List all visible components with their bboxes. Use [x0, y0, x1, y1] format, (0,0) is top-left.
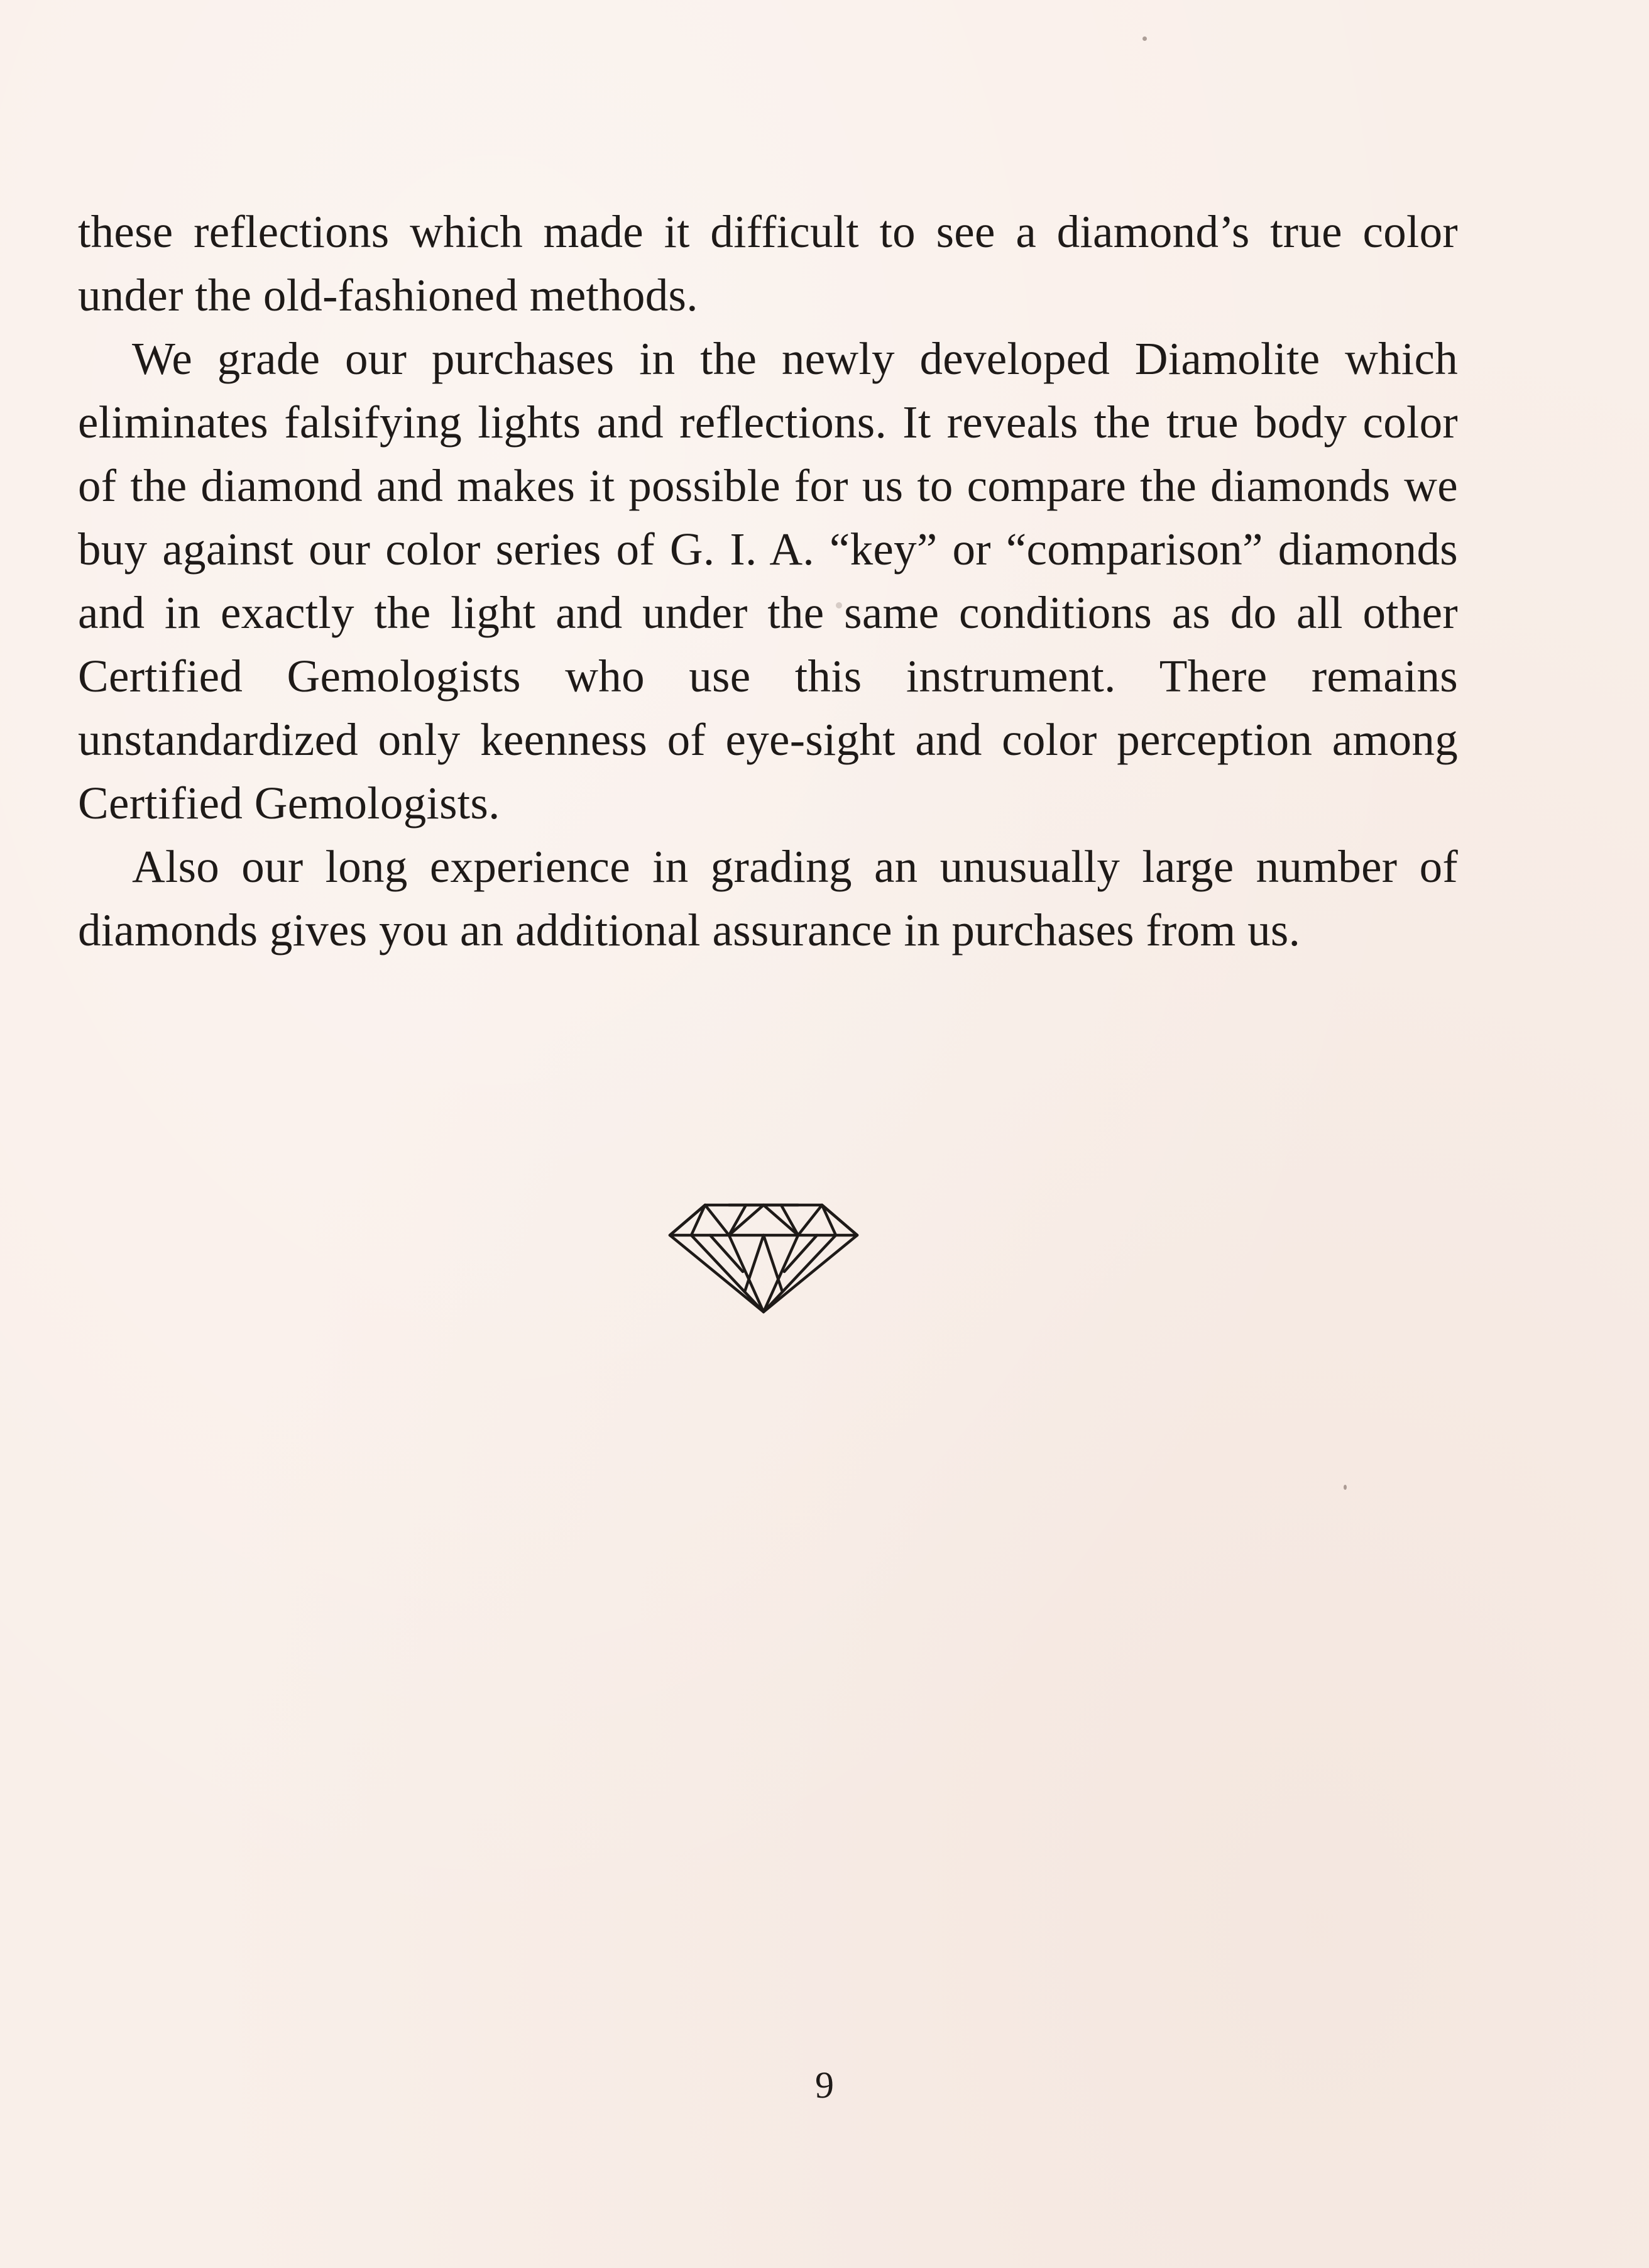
body-text — [78, 200, 1458, 962]
paper-speck — [1344, 1485, 1347, 1490]
diamond-icon — [666, 1197, 861, 1317]
paragraph-2: We grade our purchases in the newly developed Diamolite which eliminates falsifying lights and reflections. It reveals the true body color of the diamond and makes it possible for us to compare the diamonds we buy against our color series of G. I. A. “key” or “comparison” diamonds and in exactly the light and under the same conditions as do all other Certified Gemologists who use this instrument. There remains unstandardized only keenness of eye-sight and color perception among Certified Gemologists. — [78, 333, 1458, 828]
paragraph-3: Also our long experience in grading an unusually large number of diamonds gives you an additional assurance in purchases from us. — [78, 841, 1458, 955]
page-number: 9 — [815, 2064, 834, 2106]
paragraph-1: these reflections which made it difficult to see a diamond’s true color under the old-fashioned methods. — [78, 206, 1458, 321]
paper-speck — [1142, 36, 1147, 41]
